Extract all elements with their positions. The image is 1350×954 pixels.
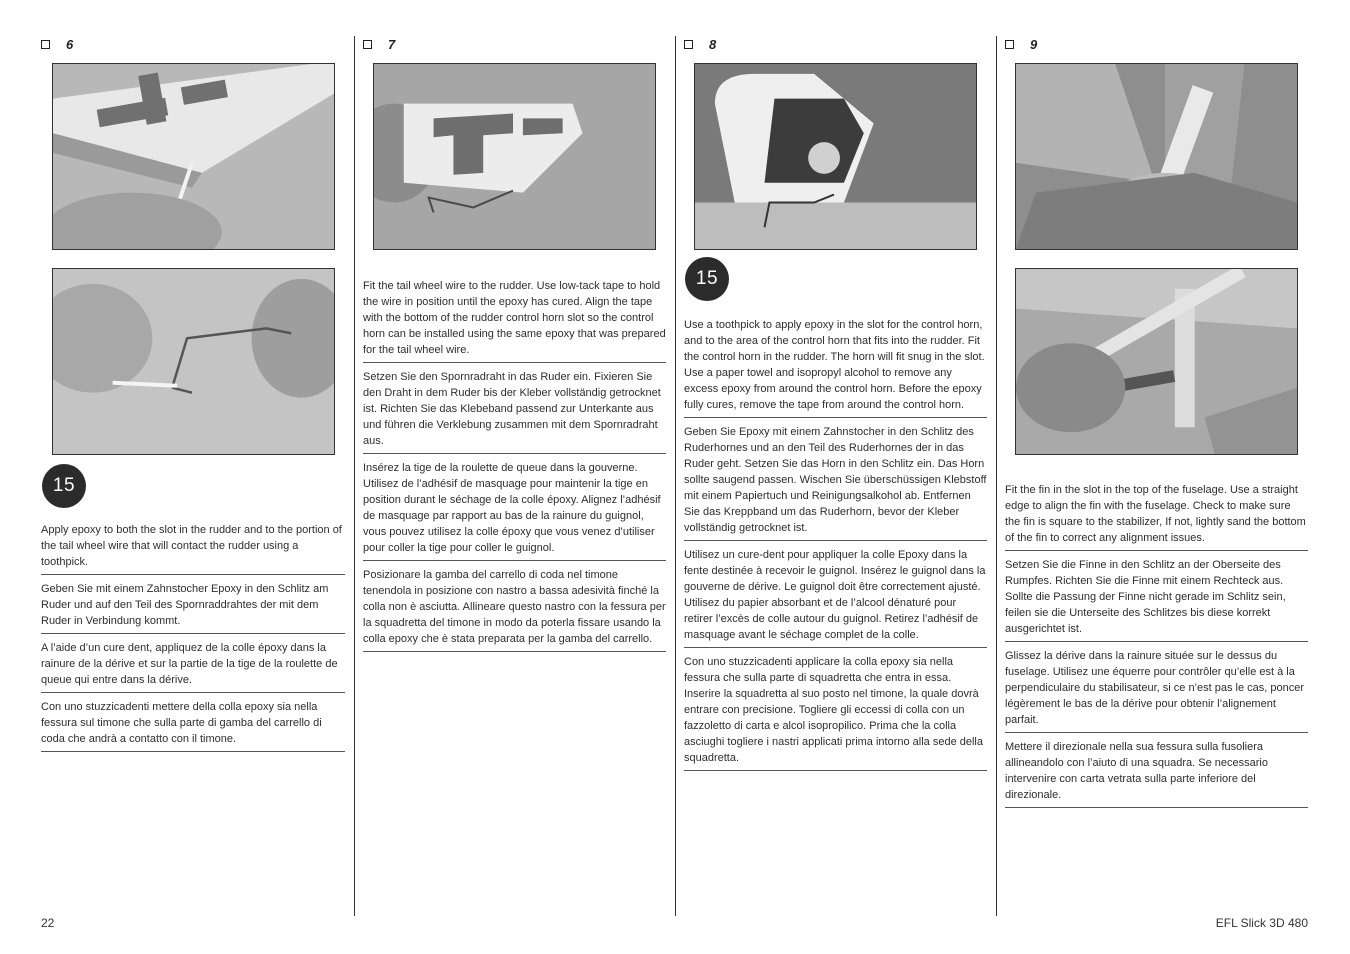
- step-number: 9: [1030, 36, 1038, 52]
- text-french: Insérez la tige de la roulette de queue dans la gouverne. Utilisez de l’adhésif de masquage pour maintenir la tige en position durant le séchage de la colle époxy. Alignez l’adhésif de masquage par rapport au bas de la rainure du guignol, vous pouvez utilisez la colle époxy que vous venez d’utiliser pour coller la tige pour coller le guignol.: [363, 454, 666, 561]
- photo-fin-alignment: [1015, 63, 1298, 250]
- step-number: 7: [388, 36, 396, 52]
- step-badge: 15: [42, 464, 86, 508]
- product-name: EFL Slick 3D 480: [1215, 916, 1308, 930]
- column-step-6: [41, 0, 345, 954]
- text-german: Geben Sie mit einem Zahnstocher Epoxy in den Schlitz am Ruder und auf den Teil des Spornraddrahtes der mit dem Ruder in Verbindung kommt.: [41, 575, 345, 634]
- column-step-8: [684, 0, 987, 954]
- photo-control-horn: [694, 63, 977, 250]
- instructions-step-8: [684, 317, 987, 771]
- instructions-step-6: [41, 522, 345, 752]
- text-german: Setzen Sie die Finne in den Schlitz an der Oberseite des Rumpfes. Richten Sie die Finne mit einem Rechteck aus. Sollte die Passung der Finne nicht gerade im Schlitz sein, feilen sie die Unterseite des Schlitzes bis diese korrekt ausgerichtet ist.: [1005, 551, 1308, 642]
- photo-rudder-slot: [52, 63, 335, 250]
- text-french: Utilisez un cure-dent pour appliquer la colle Epoxy dans la fente destinée à recevoir le guignol. Insérez le guignol dans la gouverne de dérive. Le guignol doit être correctement ajusté. Utilisez du papier absorbant et de l’alcool dénaturé pour retirer l’excès de colle autour du guignol. Retirez l’adhésif de masquage avant le séchage complet de la colle.: [684, 541, 987, 648]
- step-badge: 15: [685, 257, 729, 301]
- column-step-7: [363, 0, 666, 954]
- text-english: Fit the fin in the slot in the top of the fuselage. Use a straight edge to align the fin with the fuselage. Check to make sure the fin is square to the stabilizer, If not, lightly sand the bottom of the fin to correct any alignment issues.: [1005, 482, 1308, 551]
- step-header-9: [1005, 36, 1037, 52]
- column-step-9: [1005, 0, 1308, 954]
- text-french: Glissez la dérive dans la rainure située sur le dessus du fuselage. Utilisez une équerre pour contrôler qu’elle est à la perpendiculaire du stabilisateur, si ce n’est pas le cas, poncer légèrement le bas de la dérive pour obtenir l’alignement parfait.: [1005, 642, 1308, 733]
- checkbox-icon[interactable]: [684, 40, 693, 49]
- column-divider: [675, 36, 676, 916]
- text-german: Geben Sie Epoxy mit einem Zahnstocher in den Schlitz des Ruderhornes und an den Teil des Ruderhornes der in das Ruder geht. Setzen Sie das Horn in den Schlitz ein. Das Horn sollte saugend passen. Wischen Sie überschüssigen Klebstoff mit einem Papiertuch und Reinigungsalkohol ab. Entfernen Sie das Kreppband um das Ruderhorn, bevor der Kleber vollständig getrocknet ist.: [684, 418, 987, 541]
- column-divider: [996, 36, 997, 916]
- instructions-step-9: [1005, 482, 1308, 808]
- photo-wire-fitted: [373, 63, 656, 250]
- page-number: 22: [41, 916, 55, 930]
- photo-fin-square: [1015, 268, 1298, 455]
- text-french: A l’aide d’un cure dent, appliquez de la colle époxy dans la rainure de la dérive et sur la partie de la tige de la roulette de queue qui entre dans la dérive.: [41, 634, 345, 693]
- column-divider: [354, 36, 355, 916]
- step-header-8: [684, 36, 716, 52]
- text-english: Use a toothpick to apply epoxy in the slot for the control horn, and to the area of the control horn that fits into the rudder. Fit the control horn in the rudder. The horn will fit snug in the slot. Use a paper towel and isopropyl alcohol to remove any excess epoxy from around the control horn. Before the epoxy fully cures, remove the tape from around the control horn.: [684, 317, 987, 418]
- instructions-step-7: [363, 278, 666, 652]
- text-italian: Con uno stuzzicadenti applicare la colla epoxy sia nella fessura che sulla parte di squadretta che entra in essa. Inserire la squadretta al suo posto nel timone, la quale dovrà entrare con precisione. Togliere gli eccessi di colla con un fazzoletto di carta e alcol isopropilico. Prima che la colla asciughi togliere i nastri applicati prima intorno alla sede della squadretta.: [684, 648, 987, 771]
- text-italian: Con uno stuzzicadenti mettere della colla epoxy sia nella fessura sul timone che sulla parte di gamba del carrello di coda che andrà a contatto con il timone.: [41, 693, 345, 752]
- checkbox-icon[interactable]: [41, 40, 50, 49]
- text-english: Apply epoxy to both the slot in the rudder and to the portion of the tail wheel wire that will contact the rudder using a toothpick.: [41, 522, 345, 575]
- step-number: 6: [66, 36, 74, 52]
- photo-tail-wheel-wire: [52, 268, 335, 455]
- step-header-7: [363, 36, 395, 52]
- text-english: Fit the tail wheel wire to the rudder. Use low-tack tape to hold the wire in position until the epoxy has cured. Align the tape with the bottom of the rudder control horn slot so the control horn can be installed using the same epoxy that was prepared for the tail wheel wire.: [363, 278, 666, 363]
- text-italian: Posizionare la gamba del carrello di coda nel timone tenendola in posizione con nastro a bassa adesività finché la colla non è asciutta. Allineare questo nastro con la fessura per la squadretta del timone in modo da poterla fissare usando la colla epoxy che è stata preparata per la gamba del carrello.: [363, 561, 666, 652]
- step-number: 8: [709, 36, 717, 52]
- step-header-6: [41, 36, 73, 52]
- text-german: Setzen Sie den Spornradraht in das Ruder ein. Fixieren Sie den Draht in dem Ruder bis der Kleber vollständig getrocknet ist. Richten Sie das Klebeband passend zur Unterkante aus und führen die Verklebung zusammen mit dem Spornradraht aus.: [363, 363, 666, 454]
- text-italian: Mettere il direzionale nella sua fessura sulla fusoliera allineandolo con l’aiuto di una squadra. Se necessario intervenire con carta vetrata sulla parte inferiore del direzionale.: [1005, 733, 1308, 808]
- checkbox-icon[interactable]: [1005, 40, 1014, 49]
- checkbox-icon[interactable]: [363, 40, 372, 49]
